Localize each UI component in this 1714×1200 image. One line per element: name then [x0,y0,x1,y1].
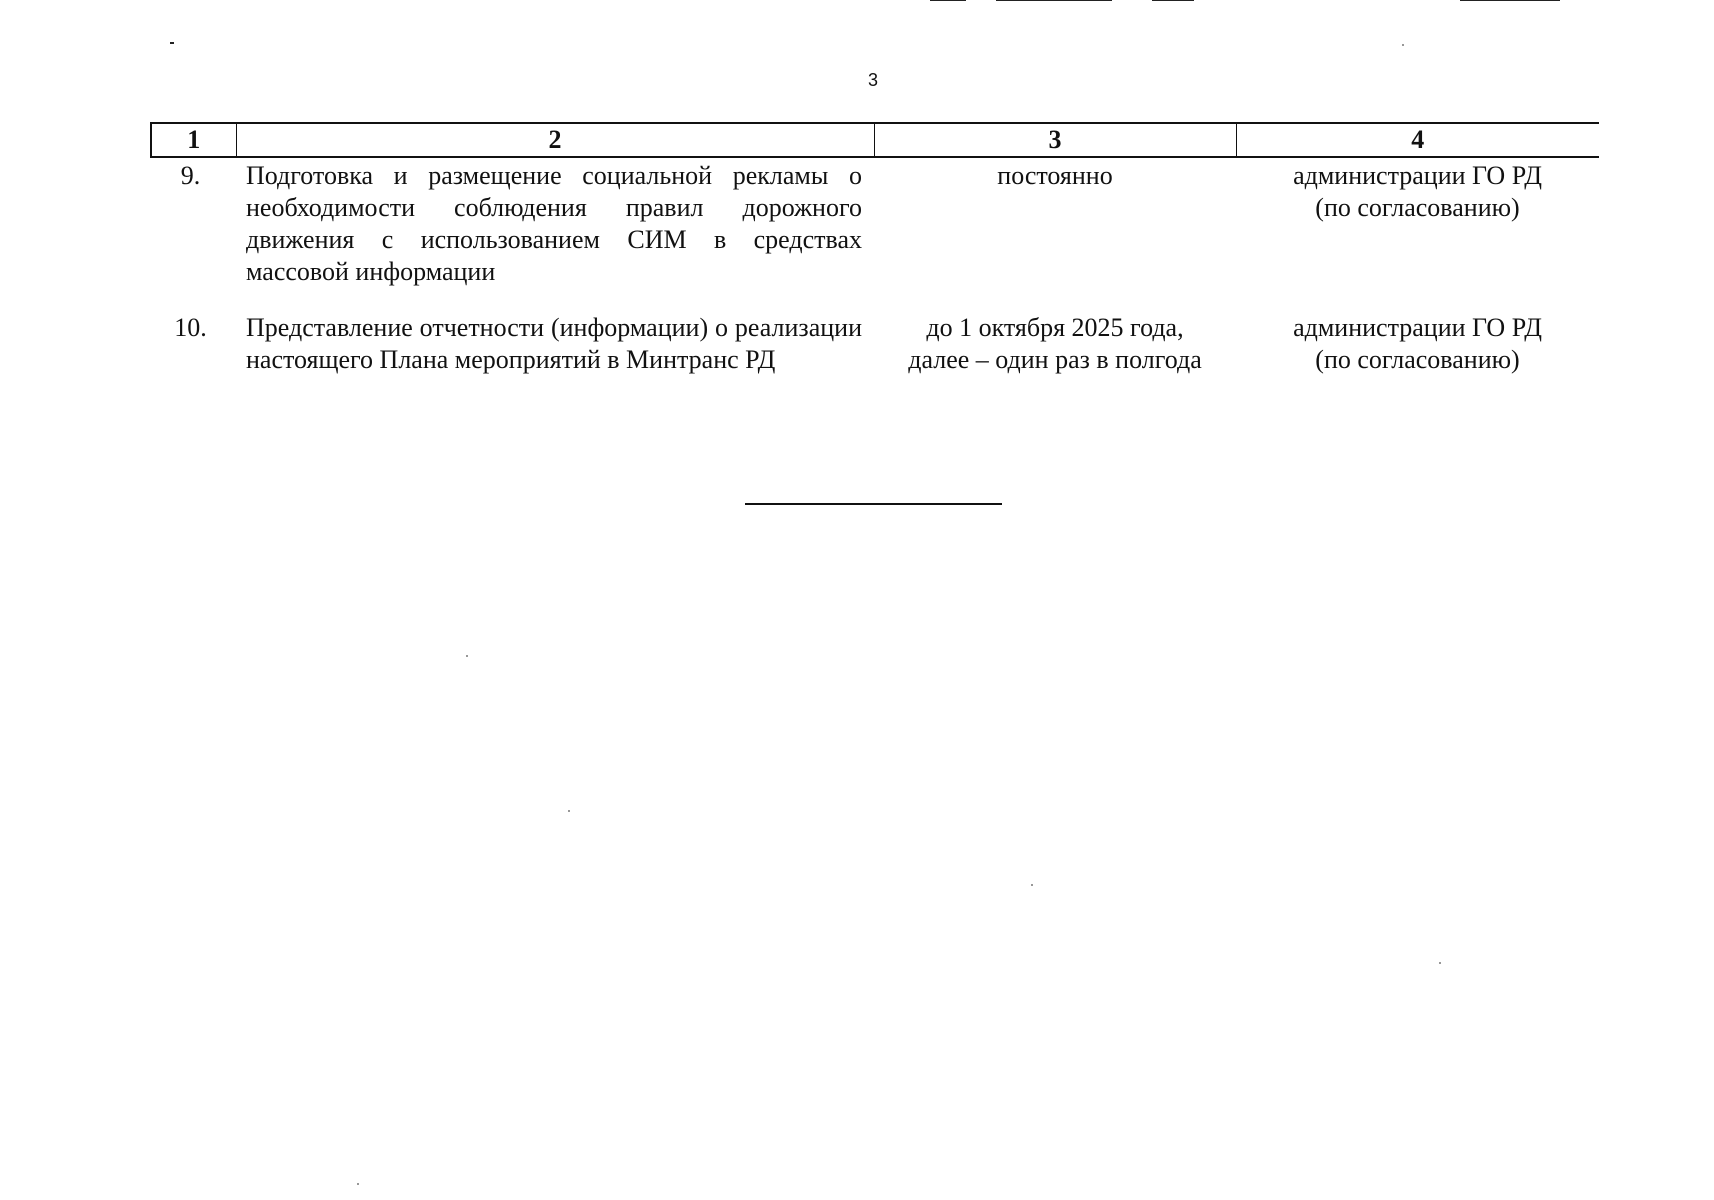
column-header: 1 [151,123,236,157]
plan-table [150,122,1599,376]
row-responsible: администрации ГО РД (по согласованию) [1293,313,1542,374]
scan-artifact-line [996,0,1112,1]
row-number: 10. [174,313,207,342]
column-header: 2 [236,123,874,157]
scan-artifact-line [1152,0,1194,1]
column-header: 4 [1236,123,1599,157]
end-of-document-rule [745,503,1002,505]
scan-speck [1402,44,1404,46]
scan-speck [568,810,570,812]
table-row [151,312,1599,376]
row-description: Подготовка и размещение социальной рекламы о необходимости соблюдения правил дорожного движения с использованием СИМ в средствах массовой информации [246,161,862,286]
scan-speck [1439,962,1441,964]
table-header-row [151,123,1599,157]
scan-speck [466,655,468,657]
scan-speck [357,1183,359,1185]
row-responsible: администрации ГО РД (по согласованию) [1293,161,1542,222]
row-description: Представление отчетности (информации) о реализации настоящего Плана мероприятий в Минтранс РД [246,313,862,374]
scan-artifact-dot [170,42,174,44]
scan-artifact-line [930,0,966,1]
row-term: до 1 октября 2025 года, далее – один раз в полгода [908,313,1202,374]
table-row [151,157,1599,312]
scan-artifact-line [1460,0,1560,1]
scan-speck [1031,884,1033,886]
row-term: постоянно [997,161,1113,190]
page-number: 3 [867,70,878,90]
column-header: 3 [874,123,1236,157]
row-number: 9. [180,161,201,190]
